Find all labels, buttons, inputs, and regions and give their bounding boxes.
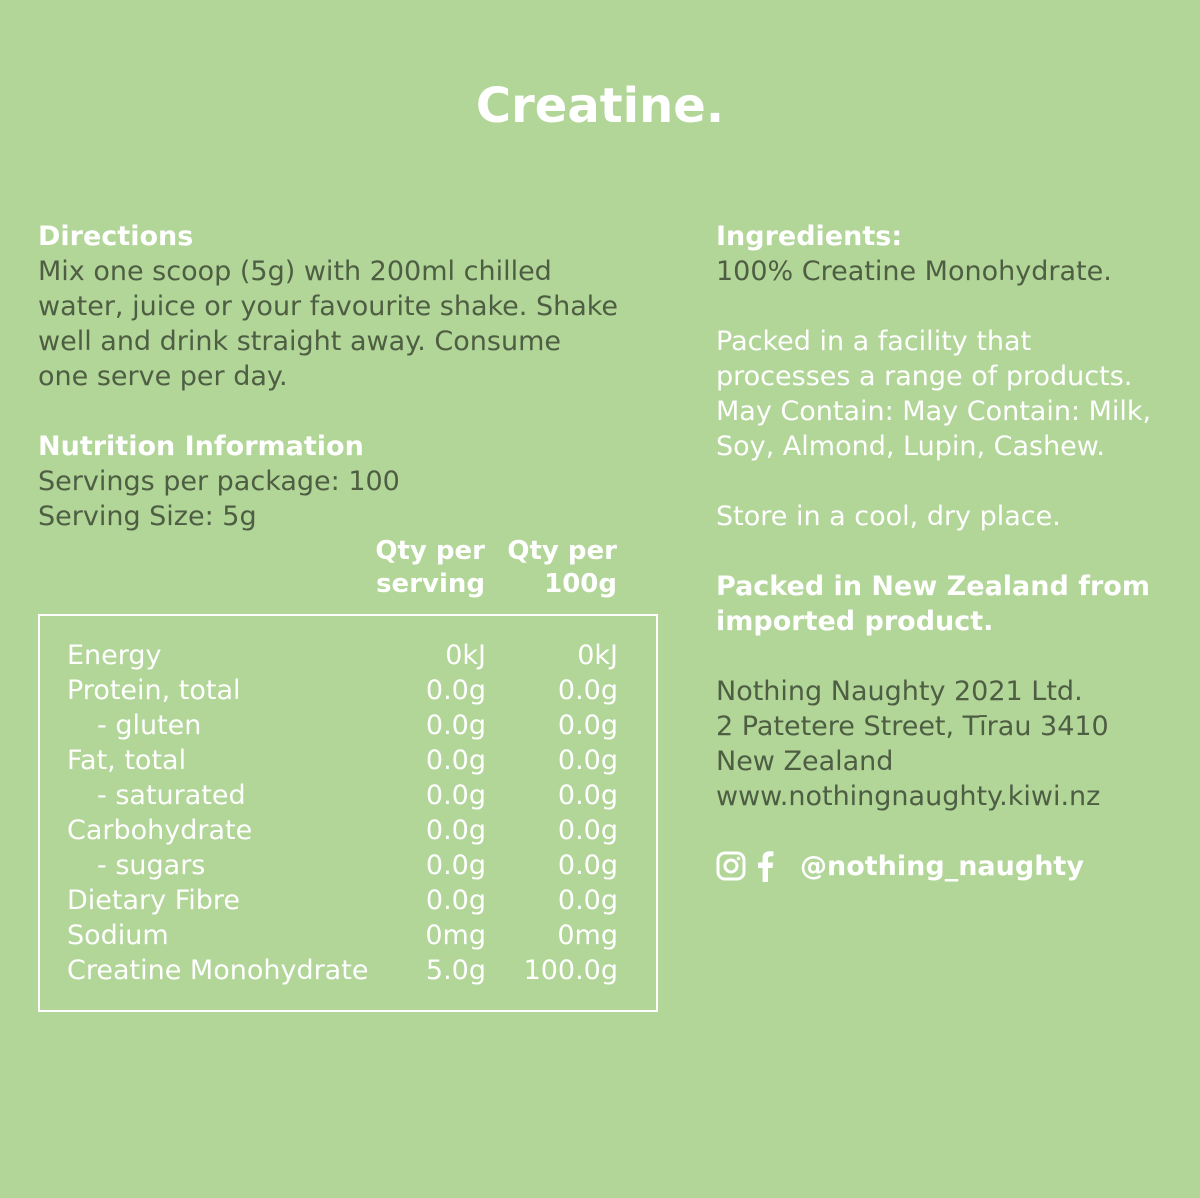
origin-line: imported product. [716,606,994,637]
per-serving-value: 0kJ [445,640,486,671]
qty-per-serving-header [340,535,485,601]
instagram-icon[interactable] [716,851,746,881]
nutrition-table [38,614,658,1012]
allergen-line: May Contain: May Contain: Milk, [716,396,1152,427]
allergen-line: Soy, Almond, Lupin, Cashew. [716,431,1105,462]
nutrient-label: - saturated [97,780,246,811]
header-line: serving [376,569,485,599]
per-serving-value: 5.0g [425,955,486,986]
company-address: 2 Patetere Street, Tīrau 3410 [716,711,1109,742]
serving-size: Serving Size: 5g [38,501,257,532]
per-100g-value: 0.0g [557,780,618,811]
per-100g-value: 0.0g [557,850,618,881]
table-row [40,918,660,953]
right-column [716,219,1196,814]
social-handle[interactable]: @nothing_naughty [800,850,1084,882]
per-serving-value: 0.0g [425,710,486,741]
per-serving-value: 0.0g [425,815,486,846]
company-website: www.nothingnaughty.kiwi.nz [716,781,1101,812]
social-links [716,848,1084,884]
nutrient-label: - gluten [97,710,202,741]
directions-heading: Directions [38,221,194,252]
per-100g-value: 0.0g [557,710,618,741]
qty-per-100g-header [490,535,617,601]
allergen-line: processes a range of products. [716,361,1133,392]
storage-text: Store in a cool, dry place. [716,501,1061,532]
table-row [40,673,660,708]
table-row [40,813,660,848]
directions-line: water, juice or your favourite shake. Shake [38,291,619,322]
nutrient-label: Sodium [67,920,169,951]
nutrient-label: Creatine Monohydrate [67,955,369,986]
table-row [40,708,660,743]
per-100g-value: 0mg [557,920,618,951]
page-title: Creatine. [475,78,725,134]
per-serving-value: 0.0g [425,885,486,916]
ingredients-heading: Ingredients: [716,221,903,252]
facebook-icon[interactable] [756,850,774,882]
nutrient-label: Protein, total [67,675,241,706]
per-100g-value: 0.0g [557,815,618,846]
nutrient-label: Dietary Fibre [67,885,241,916]
per-serving-value: 0.0g [425,675,486,706]
table-row [40,848,660,883]
directions-line: well and drink straight away. Consume [38,326,561,357]
company-country: New Zealand [716,746,894,777]
servings-per-package: Servings per package: 100 [38,466,400,497]
table-row [40,778,660,813]
origin-line: Packed in New Zealand from [716,571,1150,602]
left-column [38,219,678,534]
per-serving-value: 0.0g [425,745,486,776]
directions-line: Mix one scoop (5g) with 200ml chilled [38,256,552,287]
per-100g-value: 100.0g [523,955,618,986]
nutrient-label: Energy [67,640,162,671]
header-line: Qty per [375,536,485,566]
ingredients-text: 100% Creatine Monohydrate. [716,256,1112,287]
company-name: Nothing Naughty 2021 Ltd. [716,676,1083,707]
table-row [40,743,660,778]
table-row [40,638,660,673]
allergen-line: Packed in a facility that [716,326,1032,357]
per-100g-value: 0.0g [557,675,618,706]
per-100g-value: 0.0g [557,745,618,776]
per-100g-value: 0.0g [557,885,618,916]
per-serving-value: 0mg [425,920,486,951]
nutrient-label: Carbohydrate [67,815,253,846]
table-row [40,953,660,988]
per-serving-value: 0.0g [425,850,486,881]
header-line: 100g [544,569,617,599]
per-100g-value: 0kJ [577,640,618,671]
nutrient-label: Fat, total [67,745,187,776]
table-row [40,883,660,918]
nutrient-label: - sugars [97,850,206,881]
nutrition-heading: Nutrition Information [38,431,364,462]
per-serving-value: 0.0g [425,780,486,811]
directions-line: one serve per day. [38,361,288,392]
header-line: Qty per [507,536,617,566]
